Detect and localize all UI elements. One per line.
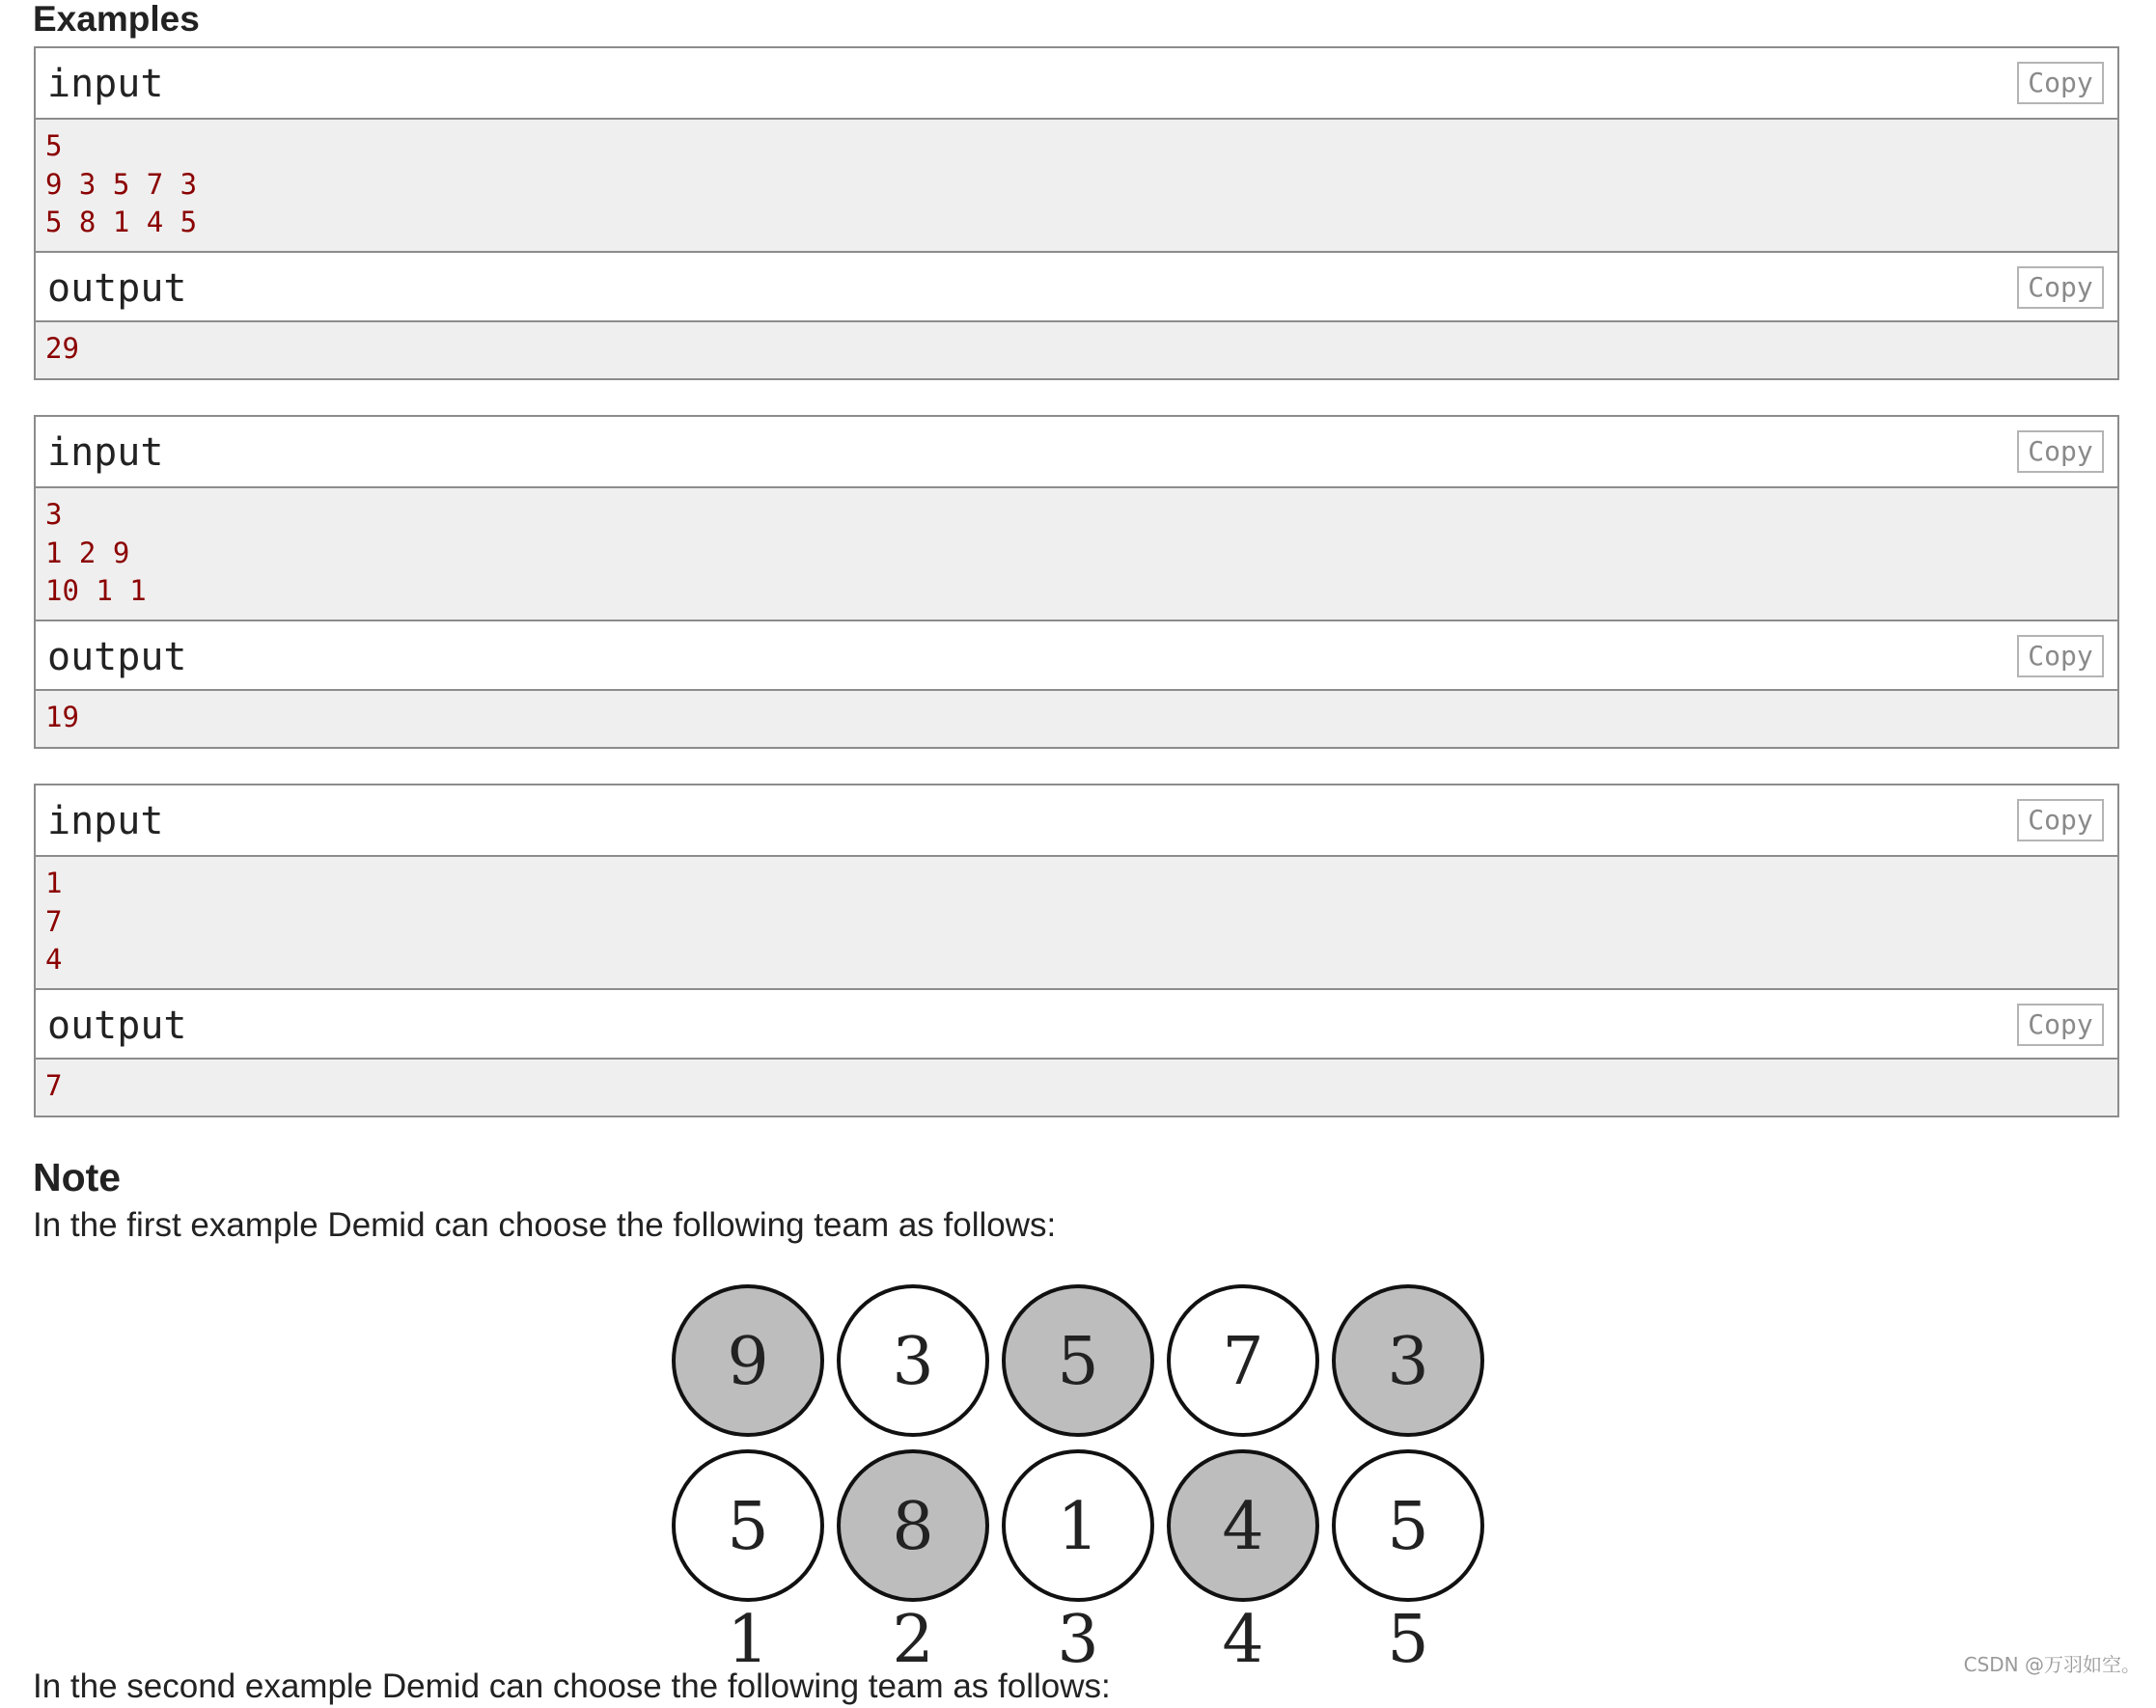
team-selection-figure [666,1279,1496,1685]
input-content: 3 1 2 9 10 1 1 [45,498,147,607]
example-block-3 [34,784,2119,1117]
output-header [36,251,2117,322]
player-height-label: 5 [727,1489,769,1565]
player-height-label: 1 [1057,1489,1099,1565]
output-label: output [47,1004,187,1048]
column-index-label: 4 [1222,1602,1264,1678]
output-content: 29 [45,332,79,365]
input-label: input [47,62,164,106]
player-circle-r1-c4 [1169,1286,1317,1435]
input-content: 5 9 3 5 7 3 5 8 1 4 5 [45,129,198,238]
input-content: 1 7 4 [45,867,63,976]
output-content: 19 [45,701,79,733]
player-height-label: 7 [1222,1324,1264,1400]
note-text-second: In the second example Demid can choose the following team as follows: [33,1667,1111,1705]
player-circle-r2-c4 [1169,1451,1317,1600]
output-header [36,620,2117,691]
input-label: input [47,430,164,475]
copy-input-button[interactable]: Copy [2017,799,2104,841]
input-header [36,48,2117,120]
player-circle-r2-c3 [1004,1451,1152,1600]
player-circle-r2-c2 [839,1451,987,1600]
input-header [36,785,2117,857]
input-label: input [47,799,164,843]
output-header [36,988,2117,1060]
player-circle-r1-c2 [839,1286,987,1435]
example-block-2 [34,415,2119,749]
copy-output-button[interactable]: Copy [2017,266,2104,309]
player-circle-r1-c1 [674,1286,822,1435]
copy-input-button[interactable]: Copy [2017,430,2104,473]
output-label: output [47,266,187,311]
player-circle-r1-c5 [1334,1286,1482,1435]
player-circle-r2-c1 [674,1451,822,1600]
player-height-label: 3 [1387,1324,1429,1400]
output-content: 7 [45,1069,63,1102]
player-height-label: 4 [1222,1489,1264,1565]
output-label: output [47,635,187,679]
player-height-label: 8 [892,1489,934,1565]
column-index-label: 1 [727,1602,769,1678]
note-text-first: In the first example Demid can choose the following team as follows: [33,1206,1057,1244]
watermark: CSDN @万羽如空。 [1963,1653,2141,1676]
column-index-label: 2 [892,1602,934,1678]
player-height-label: 9 [727,1324,769,1400]
player-circle-r2-c5 [1334,1451,1482,1600]
input-header [36,417,2117,488]
example-block-1 [34,46,2119,380]
column-index-label: 3 [1057,1602,1099,1678]
player-circle-r1-c3 [1004,1286,1152,1435]
player-height-label: 3 [892,1324,934,1400]
note-title: Note [33,1155,122,1199]
player-height-label: 5 [1057,1324,1099,1400]
player-height-label: 5 [1387,1489,1429,1565]
copy-output-button[interactable]: Copy [2017,1004,2104,1046]
copy-output-button[interactable]: Copy [2017,635,2104,677]
copy-input-button[interactable]: Copy [2017,62,2104,104]
column-index-label: 5 [1387,1602,1429,1678]
examples-title: Examples [33,0,200,39]
